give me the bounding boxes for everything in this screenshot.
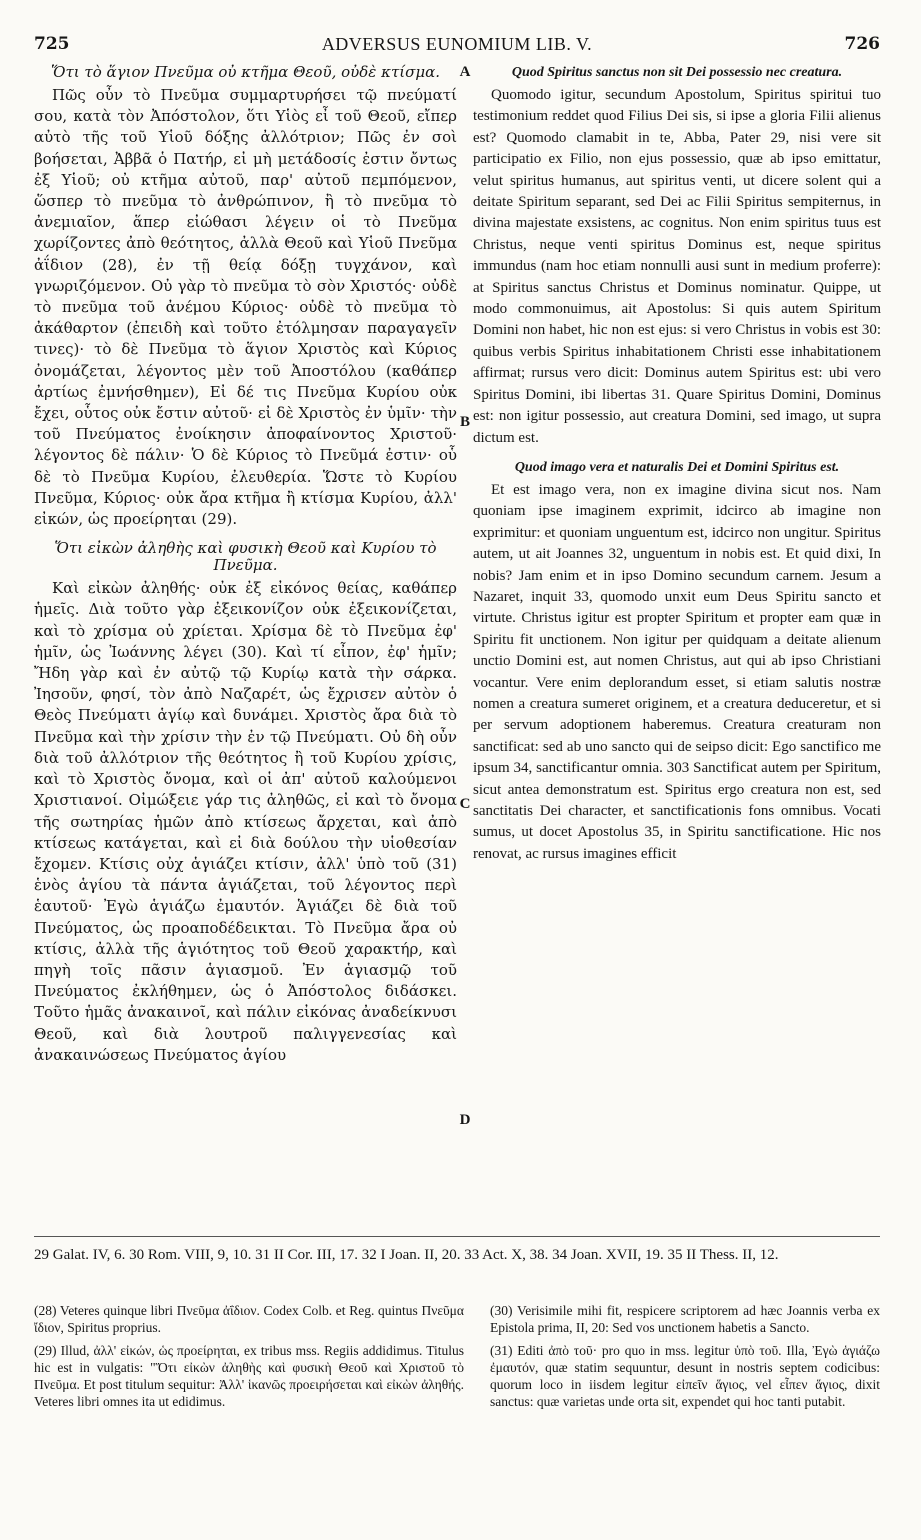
- right-page-number: 726: [844, 34, 880, 54]
- greek-heading-1: Ὅτι τὸ ἅγιον Πνεῦμα οὐ κτῆμα Θεοῦ, οὐδὲ κτίσμα.: [50, 63, 441, 81]
- left-page-number: 725: [34, 34, 70, 54]
- margin-letter-a: A: [459, 64, 471, 80]
- note-30: (30) Verisimile mihi fit, respicere scriptorem ad hæc Joannis verba ex Epistola prima, II, 20: Sed vos unctionem habetis a Sancto.: [490, 1303, 880, 1335]
- scripture-references: 29 Galat. IV, 6. 30 Rom. VIII, 9, 10. 31 II Cor. III, 17. 32 I Joan. II, 20. 33 Act. X, 38. 34 Joan. XVII, 19. 35 II Thess. II, 12.: [34, 1247, 779, 1263]
- footnote-divider: [34, 1236, 880, 1237]
- notes-left-column: [34, 1302, 464, 1416]
- margin-letter-b: B: [459, 414, 470, 430]
- greek-column: [34, 64, 457, 1066]
- notes-right-column: [490, 1302, 880, 1416]
- latin-heading-2: Quod imago vera et naturalis Dei et Domini Spiritus est.: [514, 459, 840, 475]
- margin-letter-c: C: [459, 796, 471, 812]
- greek-paragraph-1: Πῶς οὖν τὸ Πνεῦμα συμμαρτυρήσει τῷ πνεύματί σου, κατὰ τὸν Ἀπόστολον, ὅτι Υἱὸς εἶ τοῦ Θεοῦ, εἴπερ αὐτὸ τῆς τοῦ Υἱοῦ δόξης ἀλλότριον; Πῶς ἐν σοὶ βοήσεται, Ἀββᾶ ὁ Πατήρ, εἰ μὴ μετάδοσίς ἐστιν ὄντως ἐξ Υἱοῦ; οὐ κτῆμα αὐτοῦ, παρ' αὐτοῦ πεμπόμενον, ὥσπερ τὸ πνεῦμα τὸ ἀνθρώπινον, ἢ τὸ πνεῦμα τὸ ἀνεμιαῖον, ἅπερ εἰώθασι λέγειν οἱ τὸ Πνεῦμα χωρίζοντες ἀπὸ θεότητος, ἀλλὰ Θεοῦ καὶ Υἱοῦ Πνεῦμα ἀΐδιον (28), ἐν τῇ θείᾳ δόξῃ τυγχάνον, καὶ γνωριζόμενον. Οὐ γὰρ τὸ πνεῦμα τὸ σὸν Χριστός· οὐδὲ τὸ πνεῦμα τοῦ ἀνέμου Κύριος· οὐδὲ τὸ πνεῦμα τὸ ἀκάθαρτον (ἐπειδὴ καὶ τοῦτο ἐτόλμησαν παραγαγεῖν τινες)· τὸ δὲ Πνεῦμα τὸ ἅγιον Χριστὸς καὶ Κύριος ὀνομάζεται, λέγοντος μὲν τοῦ Ἀποστόλου (καθάπερ ἀρτίως ἐμνήσθημεν), Εἰ δέ τις Πνεῦμα Κυρίου οὐκ ἔχει, οὗτος οὐκ ἔστιν αὐτοῦ· εἰ δὲ Χριστὸς ἐν ὑμῖν· τὴν τοῦ Πνεύματος ἐνοίκησιν ἀποφαίνοντος Χριστοῦ· λέγοντος δὲ πάλιν· Ὁ δὲ Κύριος τὸ Πνεῦμά ἐστιν· οὗ δὲ τὸ Πνεῦμα Κυρίου, ἐλευθερία. Ὥστε τὸ Κυρίου Πνεῦμα, Κύριος· οὐκ ἄρα κτῆμα ἢ κτίσμα Κυρίου, ἀλλ' εἰκών, ὡς προείρηται (29).: [34, 86, 457, 529]
- latin-column: [473, 64, 881, 865]
- greek-heading-2: Ὅτι εἰκὼν ἀληθὴς καὶ φυσικὴ Θεοῦ καὶ Κυρίου τὸ Πνεῦμα.: [54, 539, 437, 575]
- margin-letter-d: D: [459, 1112, 471, 1128]
- latin-paragraph-1: Quomodo igitur, secundum Apostolum, Spiritus spiritui tuo testimonium reddet quod Filius Dei sis, si ipse a gloria Filii alienus est? Quomodo clamabit in te, Abba, Pater 29, nisi vere sit participatio ex Filio, non ejus possessio, quæ ab ipso emittatur, velut spiritus humanus, aut spiritus venti, ut dicere solent qui a deitate Spiritum separant, sed Dei ac Filii Spiritus sempiternus, in divina majestate exsistens, ac cognitus. Non enim spiritus tuus est Christus, neque venti spiritus Dominus est, neque spiritus immundus (nam hoc etiam nonnulli ausi sunt in medium proferre): at Spiritus sanctus Christus et Dominus nominatur. Quippe, ut modo commonuimus, ait Apostolus: Si quis autem Spiritum Domini non habet, hic non est ejus: si vero Christus in vobis est 30: quibus verbis Spiritus inhabitationem Christi esse inhabitationem affirmat; rursus vero dicit: Dominus autem Spiritus est: ubi vero Spiritus Domini, ibi libertas 31. Quare Spiritus Domini, Dominus est: non igitur possessio, aut creatura Domini, sed imago, ut supra dictum est.: [473, 87, 881, 446]
- latin-heading-1: Quod Spiritus sanctus non sit Dei possessio nec creatura.: [511, 65, 843, 80]
- note-29: (29) Illud, ἀλλ' εἰκών, ὡς προείρηται, ex tribus mss. Regiis addidimus. Titulus hic est in vulgatis: "Ὅτι εἰκὼν ἀληθὴς καὶ φυσικὴ Θεοῦ καὶ Χριστοῦ τὸ Πνεῦμα. Et post titulum sequitur: Ἀλλ' ἱκανῶς προειρήσεται καὶ εἰκὼν ἀληθής. Veteres libri omnes ita ut edidimus.: [34, 1343, 464, 1409]
- note-31: (31) Editi ἀπὸ τοῦ· pro quo in mss. legitur ὑπὸ τοῦ. Illa, Ἐγὼ ἁγιάζω ἐμαυτόν, quæ statim sequuntur, desunt in nostris septem codicibus: quorum loco in iisdem legitur εἰπεῖν ἅγιος, vel εἶπεν ἅγιος, dixit sanctus: quæ varietas unde orta sit, expendet qui hoc tanti putabit.: [490, 1343, 880, 1409]
- greek-paragraph-2: Καὶ εἰκὼν ἀληθής· οὐκ ἐξ εἰκόνος θείας, καθάπερ ἡμεῖς. Διὰ τοῦτο γὰρ ἐξεικονίζον οὐκ ἐξεικονίζεται, καὶ τὸ χρίσμα οὐ χρίεται. Χρίσμα δὲ τὸ Πνεῦμα ἐφ' ἡμῖν, ὡς Ἰωάννης λέγει (30). Καὶ τί εἶπον, ἐφ' ἡμῖν; Ἤδη γὰρ καὶ ἐν αὐτῷ τῷ Κυρίῳ κατὰ τὴν σάρκα. Ἰησοῦν, φησί, τὸν ἀπὸ Ναζαρέτ, ὡς ἔχρισεν αὐτὸν ὁ Θεὸς Πνεύματι ἁγίῳ καὶ δυνάμει. Χριστὸς ἄρα διὰ τὸ Πνεῦμα καὶ τὴν χρίσιν τὴν ἐν τῷ Πνεύματι. Οὐ δὴ οὖν διὰ τοῦ ἀλλότριον τῆς θεότητος ἢ τοῦ Κυρίου χρίσις, καὶ τὸ Χριστὸς ὄνομα, καὶ οἱ ἀπ' αὐτοῦ καλούμενοι Χριστιανοί. Οἰμώξειε γάρ τις ἀληθῶς, εἰ καὶ τὸ ὄνομα τῆς σωτηρίας ἡμῶν ἀπὸ κτίσεως ἄρχεται, καὶ ἀπὸ κτίσεως κατάγεται, καὶ εἰ διὰ δούλου τὴν υἱοθεσίαν ἔχομεν. Κτίσις οὐχ ἁγιάζει κτίσιν, ἀλλ' ὑπὸ τοῦ (31) ἑνὸς ἁγίου τὰ πάντα ἁγιάζεται, τοῦ λέγοντος περὶ ἑαυτοῦ· Ἐγὼ ἁγιάζω ἐμαυτόν. Ἁγιάζει δὲ διὰ τοῦ Πνεύματος, ὡς προαποδέδεικται. Τὸ Πνεῦμα ἄρα οὐ κτίσις, ἀλλὰ τῆς ἁγιότητος τοῦ Θεοῦ χαρακτήρ, καὶ πηγὴ τοῖς πᾶσιν ἁγιασμοῦ. Ἐν ἁγιασμῷ τοῦ Πνεύματος ἐκλήθημεν, ὡς ὁ Ἀπόστολος διδάσκει. Τοῦτο ἡμᾶς ἀνακαινοῖ, καὶ πάλιν εἰκόνας ἀναδείκνυσι Θεοῦ, καὶ διὰ λουτροῦ παλιγγενεσίας καὶ ἀνακαινώσεως Πνεύματος ἁγίου: [34, 579, 457, 1064]
- latin-paragraph-2: Et est imago vera, non ex imagine divina sicut nos. Nam quoniam ipse imaginem exprimit, idcirco ab imagine non exprimitur: et quoniam unguentum est, idcirco non ungitur. Spiritus autem, ut ait Joannes 32, unguentum in nobis est. Et quid dixi, In nobis? Jam enim et in ipso Domino secundum carnem. Jesum a Nazaret, inquit 33, quomodo unxit eum Deus Spiritu sancto et virtute. Christus igitur est propter Spiritum et propter eam quæ in Spiritu fit unctionem. Non igitur per quidquam a deitate alienum unctio Domini est, aut nomen Christus, aut qui ab ipso Christiani vocantur. Vere enim deplorandum esset, si etiam salutis nostræ nomen a creatura sumeret originem, et a creatura deduceretur, et si per servum adoptionem haberemus. Creatura creaturam non sanctificat: sed ab uno sancto qui de seipso dicit: Ego sanctifico me ipsum 34, sanctificantur omnia. 303 Sanctificat autem per Spiritum, sicut antea demonstratum est. Spiritus ergo creatura non est, sed sanctitatis Dei character, et sanctificationis fons omnibus. Vocati sumus, ut docet Apostolus 35, in Spiritu sanctificatione. Hic nos renovat, ac rursus imagines efficit: [473, 481, 881, 862]
- note-28: (28) Veteres quinque libri Πνεῦμα ἀΐδιον. Codex Colb. et Reg. quintus Πνεῦμα ἴδιον, Spiritus proprius.: [34, 1303, 464, 1335]
- running-title: ADVERSUS EUNOMIUM LIB. V.: [321, 34, 593, 54]
- page-header: [34, 34, 880, 60]
